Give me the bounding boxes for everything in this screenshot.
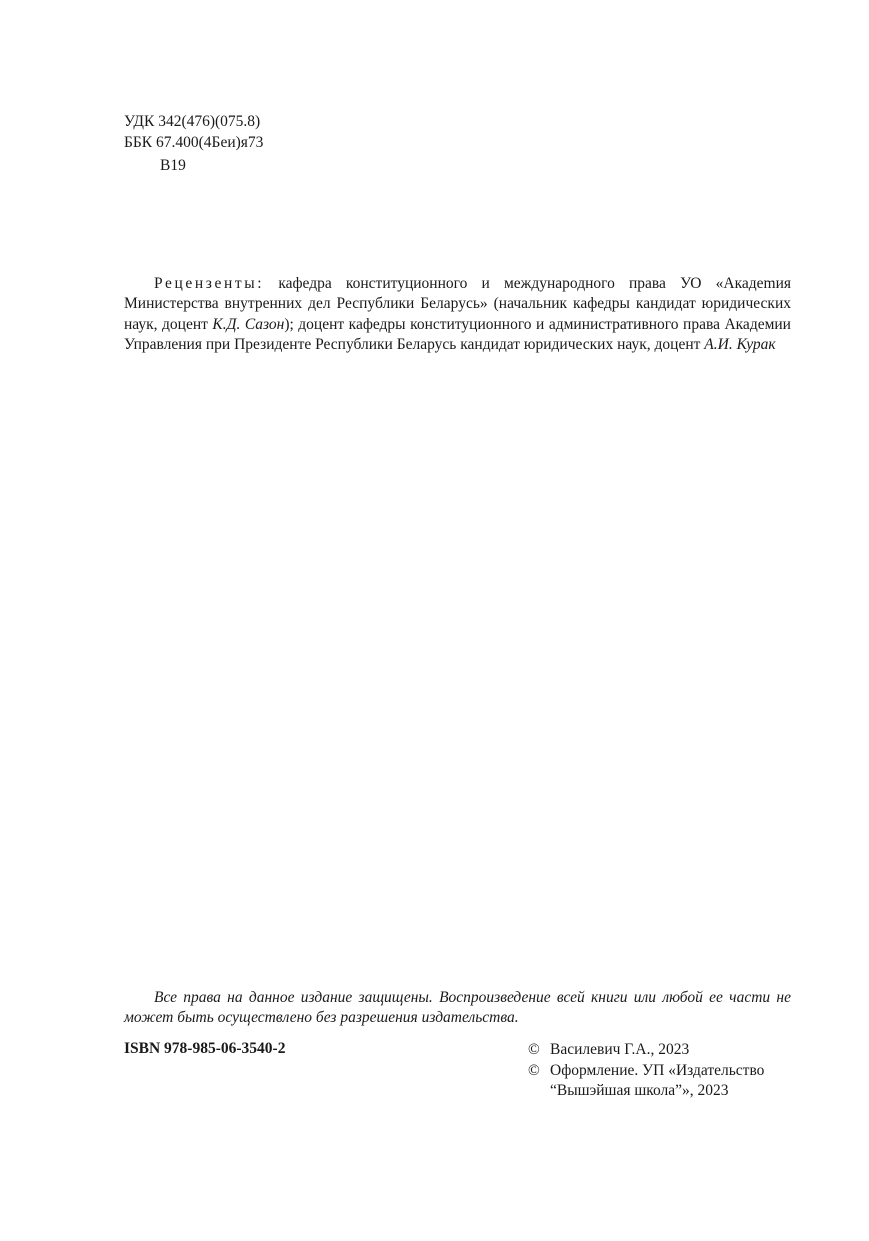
reviewers-text-part2: ); доцент кафедры конституционного и административного права Академии Управления при Президенте Республики Беларусь кандидат юридических наук, доцент xyxy=(124,315,791,353)
reviewers-text-part1: кафедра конституционного и международного права УО «Акадеmия Министерства внутренних дел Республики Беларусь» (начальник кафедры кандидат юридических наук, доцент xyxy=(124,274,791,333)
bbk-code: ББК 67.400(4Беи)я73 xyxy=(124,134,264,151)
udk-code: УДК 342(476)(075.8) xyxy=(124,113,261,130)
reviewer-name-1: К.Д. Сазон xyxy=(212,315,285,333)
reviewers-paragraph xyxy=(124,274,791,356)
copyright-block xyxy=(528,1040,798,1102)
copyright-symbol: © xyxy=(528,1041,540,1058)
copyright-author-row xyxy=(528,1040,798,1061)
copyright-symbol-2: © xyxy=(528,1061,540,1079)
reviewers-label: Рецензенты: xyxy=(154,274,265,292)
copyright-design-row xyxy=(528,1061,798,1102)
isbn-number: ISBN 978-985-06-3540-2 xyxy=(124,1040,286,1057)
author-mark: В19 xyxy=(160,157,186,174)
copyright-design-line1: Оформление. УП «Издательство xyxy=(550,1061,765,1079)
rights-notice: Все права на данное издание защищены. Воспроизведение всей книги или любой ее части не может быть осуществлено без разрешения издательства. xyxy=(124,988,791,1026)
copyright-design-line2: “Вышэйшая школа”», 2023 xyxy=(550,1082,729,1099)
copyright-author: Василевич Г.А., 2023 xyxy=(550,1041,690,1058)
reviewer-name-2: А.И. Курак xyxy=(704,336,776,353)
classification-codes xyxy=(124,111,263,176)
